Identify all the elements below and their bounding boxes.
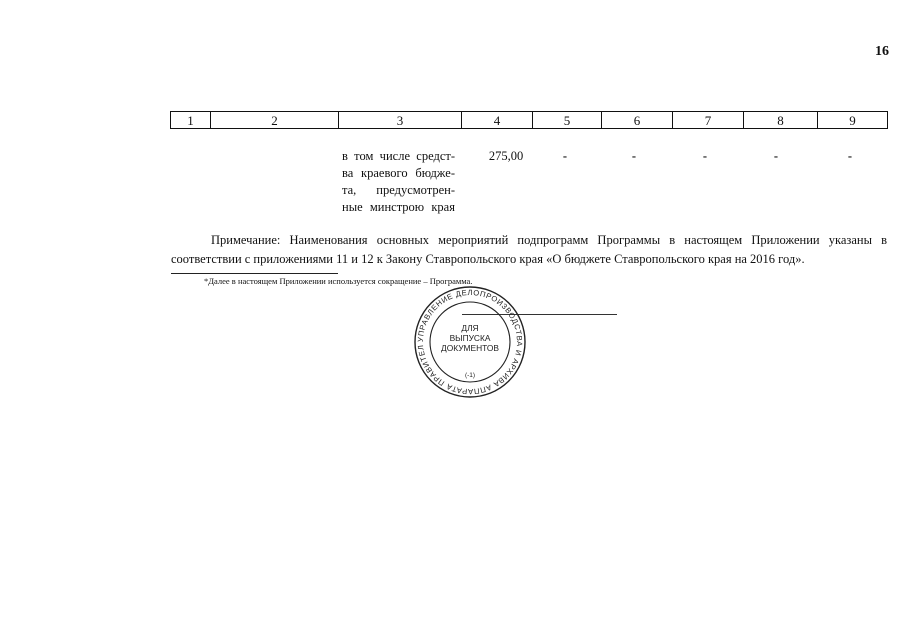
row-description bbox=[342, 148, 455, 216]
row-col6-value: - bbox=[631, 149, 637, 163]
stamp-center-line: ДОКУМЕНТОВ bbox=[441, 343, 499, 353]
official-stamp bbox=[412, 284, 528, 400]
stamp-number: (-1) bbox=[464, 372, 476, 379]
note-text: Примечание: Наименования основных мероприятий подпрограмм Программы в настоящем Приложении указаны в соответствии с приложениями 11 и 12 к Закону Ставропольского края «О бюджете Ставропольского края на 2016 год». bbox=[171, 233, 887, 266]
row-description-line: в том числе средст- bbox=[342, 149, 455, 163]
row-col5-value: - bbox=[562, 149, 568, 163]
row-col8-value: - bbox=[773, 149, 779, 163]
column-number-header bbox=[170, 111, 888, 129]
row-description-line: ные минстрою края bbox=[342, 200, 455, 214]
row-amount: 275,00 bbox=[488, 149, 524, 163]
stamp-center-line: ДЛЯ bbox=[461, 323, 479, 333]
row-col9-value: - bbox=[847, 149, 853, 163]
footnote: *Далее в настоящем Приложении используется сокращение – Программа. bbox=[204, 276, 473, 286]
row-col7-value: - bbox=[702, 149, 708, 163]
stamp-center-line: ВЫПУСКА bbox=[449, 333, 491, 343]
row-description-line: ва краевого бюдже- bbox=[342, 166, 455, 180]
column-number-4: 4 bbox=[462, 112, 533, 129]
column-number-9: 9 bbox=[818, 112, 888, 129]
column-number-7: 7 bbox=[673, 112, 744, 129]
footnote-separator bbox=[171, 273, 338, 274]
row-description-line: та, предусмотрен- bbox=[342, 183, 455, 197]
column-number-5: 5 bbox=[533, 112, 602, 129]
stamp-outer-text: УПРАВЛЕНИЕ ДЕЛОПРОИЗВОДСТВА И АРХИВА АППАРАТА ПРАВИТЕЛ bbox=[415, 287, 525, 397]
column-number-1: 1 bbox=[171, 112, 211, 129]
page-number: 16 bbox=[875, 44, 889, 59]
column-number-6: 6 bbox=[602, 112, 673, 129]
column-number-8: 8 bbox=[744, 112, 818, 129]
column-number-3: 3 bbox=[339, 112, 462, 129]
note-paragraph bbox=[171, 231, 887, 269]
column-number-2: 2 bbox=[211, 112, 339, 129]
